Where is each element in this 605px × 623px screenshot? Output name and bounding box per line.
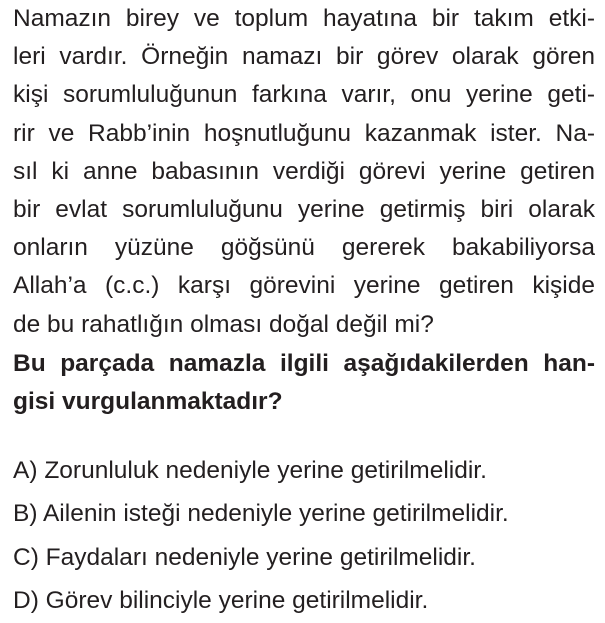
question-stem	[13, 345, 595, 421]
option-d[interactable]	[13, 579, 595, 623]
question-block	[13, 0, 595, 623]
option-letter: D)	[13, 587, 39, 615]
passage-line: Allah’a (c.c.) karşı görevini yerine getiren kişide	[13, 272, 595, 300]
stem-line: Bu parçada namazla ilgili aşağıdakilerden han-	[13, 349, 595, 377]
option-b[interactable]	[13, 492, 595, 536]
passage-line: kişi sorumluluğunun farkına varır, onu yerine geti-	[13, 81, 595, 109]
passage-line: onların yüzüne göğsünü gererek bakabiliyorsa	[13, 234, 595, 262]
option-a[interactable]	[13, 449, 595, 493]
passage-line: rir ve Rabb’inin hoşnutluğunu kazanmak ister. Na-	[13, 119, 595, 147]
option-text: Zorunluluk nedeniyle yerine getirilmelidir.	[44, 456, 487, 484]
option-letter: B)	[13, 500, 38, 528]
option-c[interactable]	[13, 536, 595, 580]
stem-line: gisi vurgulanmaktadır?	[13, 387, 283, 415]
option-text: Ailenin isteği nedeniyle yerine getirilmelidir.	[42, 500, 509, 528]
passage-line: leri vardır. Örneğin namazı bir görev olarak gören	[13, 43, 595, 71]
passage-line: sıl ki anne babasının verdiği görevi yerine getiren	[13, 157, 595, 185]
passage-line: de bu rahatlığın olması doğal değil mi?	[13, 310, 434, 338]
option-letter: A)	[13, 456, 38, 484]
passage-line: bir evlat sorumluluğunu yerine getirmiş biri olarak	[13, 195, 595, 223]
passage-line: Namazın birey ve toplum hayatına bir takım etki-	[13, 5, 595, 32]
option-letter: C)	[13, 543, 39, 571]
passage-text	[13, 0, 595, 344]
option-text: Faydaları nedeniyle yerine getirilmelidir.	[45, 543, 476, 571]
answer-options	[13, 449, 595, 623]
option-text: Görev bilinciyle yerine getirilmelidir.	[45, 587, 429, 615]
